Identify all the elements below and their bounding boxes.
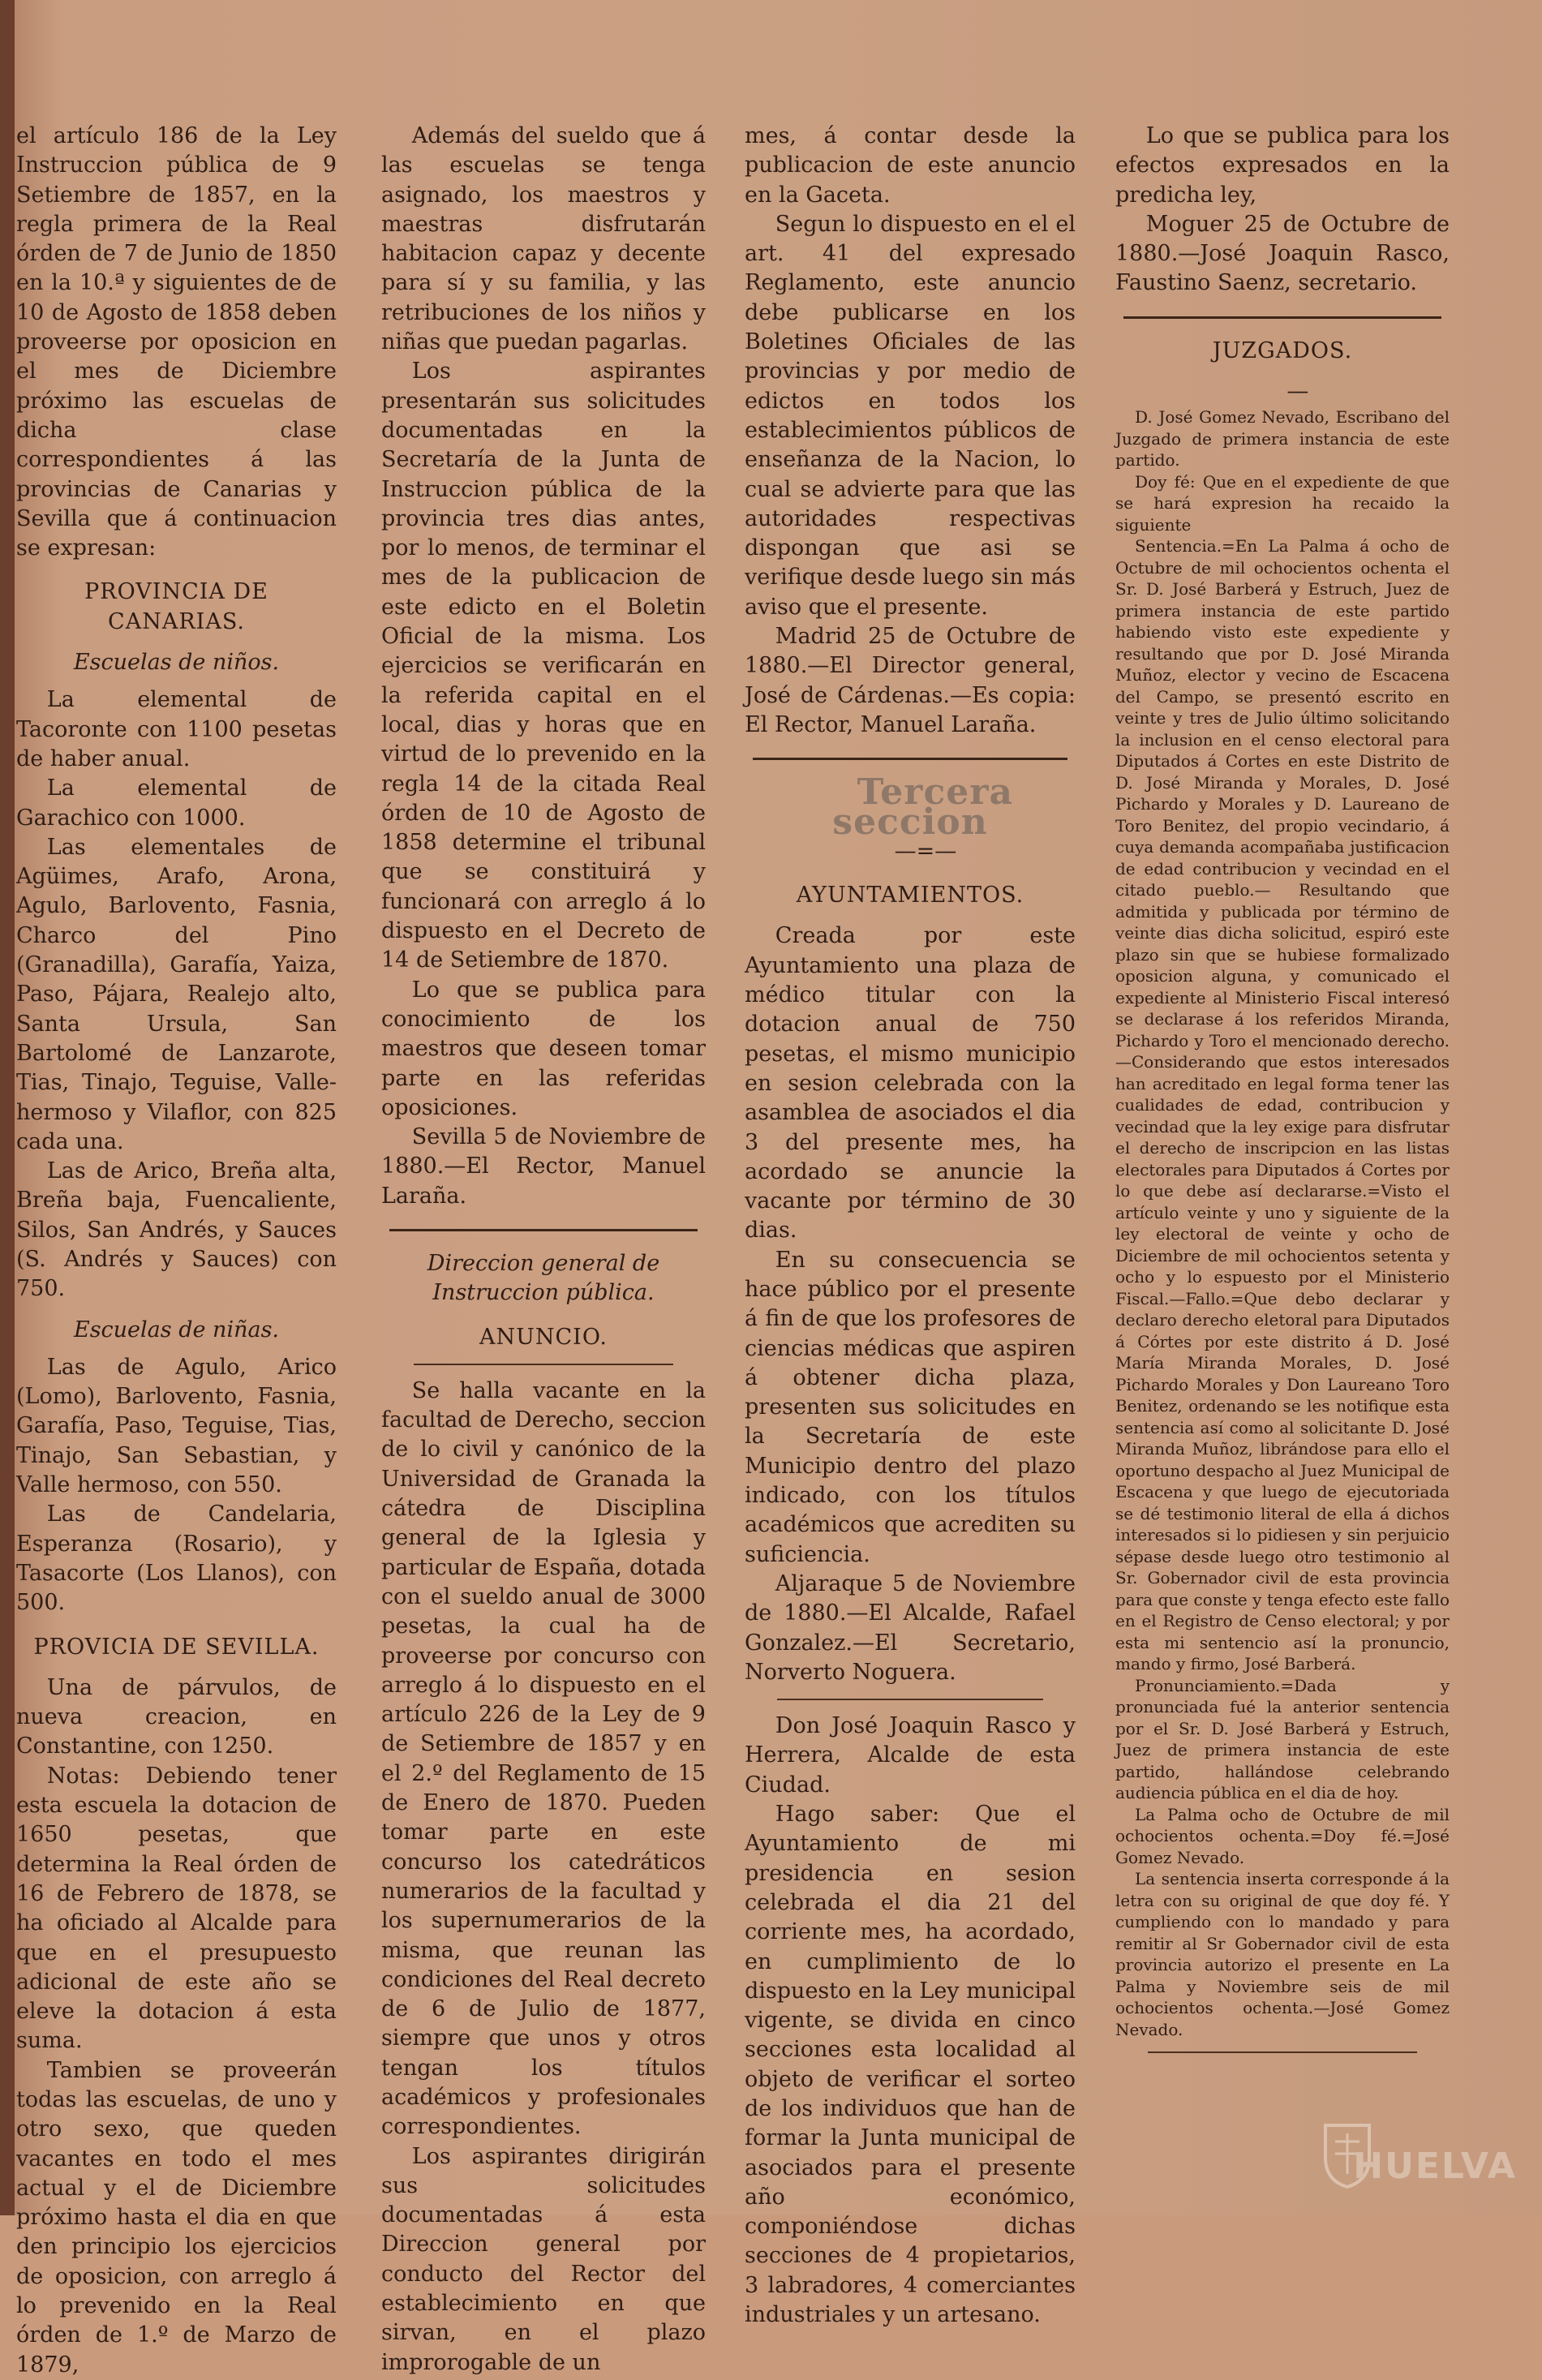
paragraph: La elemental de Garachico con 1000.	[16, 775, 337, 831]
ornament-dash: —	[1286, 379, 1309, 405]
paragraph: Lo que se publica para conocimiento de los maestros que deseen tomar parte en las referidas oposiciones.	[381, 977, 706, 1120]
paragraph: Hago saber: Que el Ayuntamiento de mi presidencia en sesion celebrada el dia 21 del corriente mes, ha acordado, en cumplimiento de lo dispuesto en la Ley municipal vigente, se divida en cinco secciones esta localidad al objeto de verificar el sorteo de los individuos que han de formar la Junta municipal de asociados para el presente año económico, componiéndose dichas secciones de 4 propietarios, 3 labradores, 4 comerciantes industriales y un artesano.	[745, 1802, 1076, 2328]
paragraph: La Palma ocho de Octubre de mil ochocientos ochenta.=Doy fé.=José Gomez Nevado.	[1115, 1804, 1450, 1867]
paragraph: Una de párvulos, de nueva creacion, en Constantine, con 1250.	[16, 1674, 337, 1759]
subheading: Escuelas de niños.	[73, 650, 280, 676]
paragraph: Don José Joaquin Rasco y Herrera, Alcalde de esta Ciudad.	[745, 1713, 1076, 1798]
paragraph: La elemental de Tacoronte con 1100 pesetas de haber anual.	[16, 687, 337, 771]
paragraph: Las de Arico, Breña alta, Breña baja, Fuencaliente, Silos, San Andrés, y Sauces (S. Andrés y Sauces) con 750.	[16, 1158, 337, 1302]
paragraph: Los aspirantes presentarán sus solicitudes documentadas en la Secretaría de la Junta de Instruccion pública de la provincia tres dias antes, por lo menos, de terminar el mes de la publicacion de este edicto en el Boletin Oficial de la misma. Los ejercicios se verificarán en la referida capital en el local, dias y horas que en virtud de lo prevenido en la regla 14 de la citada Real órden de 10 de Agosto de 1858 determine el tribunal que se constituirá y funcionará con arreglo á lo dispuesto en el Decreto de 14 de Setiembre de 1870.	[381, 359, 706, 973]
end-divider	[1148, 2051, 1417, 2053]
column-1	[16, 122, 337, 2380]
paragraph: Notas: Debiendo tener esta escuela la dotacion de 1650 pesetas, que determina la Real órden de 16 de Febrero de 1878, se ha oficiado al Alcalde para que en el presupuesto adicional de este año se eleve la dotacion á esta suma.	[16, 1763, 337, 2054]
section-heading: PROVINCIA DE CANARIAS.	[84, 579, 268, 634]
section-divider	[389, 1229, 698, 1231]
paragraph: Lo que se publica para los efectos expresados en la predicha ley,	[1115, 123, 1450, 208]
paragraph: Las de Agulo, Arico (Lomo), Barlovento, Fasnia, Garafía, Paso, Teguise, Tias, Tinajo, San Sebastian, y Valle hermoso, con 550.	[16, 1354, 337, 1498]
section-heading: Direccion general de Instruccion pública.	[427, 1250, 660, 1306]
paragraph: D. José Gomez Nevado, Escribano del Juzgado de primera instancia de este partido.	[1115, 407, 1450, 470]
subheading: Escuelas de niñas.	[73, 1317, 280, 1343]
paragraph: Tambien se proveerán todas las escuelas, de uno y otro sexo, que queden vacantes en todo el mes actual y el de Diciembre próximo hasta el dia en que den principio los ejercicios de oposicion, con arreglo á lo prevenido en la Real órden de 1.º de Marzo de 1879,	[16, 2057, 337, 2378]
section-heading: AYUNTAMIENTOS.	[796, 883, 1024, 909]
paragraph: Pronunciamiento.=Dada y pronunciada fué la anterior sentencia por el Sr. D. José Barberá y Estruch, Juez de primera instancia de este partido, hallándose celebrando audiencia pública en el dia de hoy.	[1115, 1675, 1450, 1803]
paragraph: mes, á contar desde la publicacion de este anuncio en la Gaceta.	[745, 123, 1076, 208]
column-4	[1115, 122, 1450, 2064]
signature-line: Madrid 25 de Octubre de 1880.—El Director general, José de Cárdenas.—Es copia: El Rector, Manuel Laraña.	[745, 624, 1076, 737]
section-divider	[753, 758, 1067, 760]
watermark-text: HUELVA	[1353, 2146, 1517, 2187]
section-divider	[1123, 316, 1441, 319]
paragraph: En su consecuencia se hace público por el presente á fin de que los profesores de ciencias médicas que aspiren á obtener dicha plaza, presenten sus solicitudes en la Secretaría de este Municipio dentro del plazo indicado, con los títulos académicos que acrediten su suficiencia.	[745, 1247, 1076, 1567]
signature-line: Sevilla 5 de Noviembre de 1880.—El Rector, Manuel Laraña.	[381, 1124, 706, 1209]
paragraph: Segun lo dispuesto en el el art. 41 del expresado Reglamento, este anuncio debe publicarse en los Boletines Oficiales de las provincias y por medio de edictos en todos los establecimientos públicos de enseñanza de la Nacion, lo cual se advierte para que las autoridades respectivas dispongan que asi se verifique desde luego sin más aviso que el presente.	[745, 211, 1076, 620]
signature-line: Moguer 25 de Octubre de 1880.—José Joaquin Rasco, Faustino Saenz, secretario.	[1115, 211, 1450, 296]
paragraph: Las elementales de Agüimes, Arafo, Arona, Agulo, Barlovento, Fasnia, Charco del Pino (Granadilla), Garafía, Yaiza, Paso, Pájara, Realejo alto, Santa Ursula, San Bartolomé de Lanzarote, Tias, Tinajo, Teguise, Valle-hermoso y Vilaflor, con 825 cada una.	[16, 834, 337, 1154]
paragraph: Los aspirantes dirigirán sus solicitudes documentadas á esta Direccion general por conducto del Rector del establecimiento en que sirvan, en el plazo improrogable de un	[381, 2143, 706, 2375]
column-2	[381, 122, 706, 2378]
announcement-heading: ANUNCIO.	[479, 1324, 608, 1350]
column-3	[745, 122, 1076, 2330]
ornament-dash: —=—	[894, 838, 957, 864]
section-title: Tercera seccion	[832, 771, 1013, 843]
court-notice	[1115, 406, 1450, 2040]
paragraph: Creada por este Ayuntamiento una plaza de médico titular con la dotacion anual de 750 pesetas, el mismo municipio en sesion celebrada con la asamblea de asociados el dia 3 del presente mes, ha acordado se anuncie la vacante por término de 30 dias.	[745, 923, 1076, 1244]
page-binding-edge	[0, 0, 15, 2215]
paragraph: La sentencia inserta corresponde á la letra con su original de que doy fé. Y cumpliendo con lo mandado y para remitir al Sr Gobernador civil de esta provincia autorizo el presente en La Palma y Noviembre seis de mil ochocientos ochenta.—José Gomez Nevado.	[1115, 1869, 1450, 2039]
paragraph: Doy fé: Que en el expediente de que se hará expresion ha recaido la siguiente	[1115, 471, 1450, 535]
paragraph: Se halla vacante en la facultad de Derecho, seccion de lo civil y canónico de la Universidad de Granada la cátedra de Disciplina general de la Iglesia y particular de España, dotada con el sueldo anual de 3000 pesetas, la cual ha de proveerse por concurso con arreglo á lo dispuesto en el artículo 226 de la Ley de 9 de Setiembre de 1857 y en el 2.º del Reglamento de 15 de Enero de 1870. Pueden tomar parte en este concurso los catedráticos numerarios de la facultad y los supernumerarios de la misma, que reunan las condiciones del Real decreto de 6 de Julio de 1877, siempre que unos y otros tengan los títulos académicos y profesionales correspondientes.	[381, 1377, 706, 2140]
paragraph: el artículo 186 de la Ley Instruccion pública de 9 Setiembre de 1857, en la regla primera de la Real órden de 7 de Junio de 1850 en la 10.ª y siguientes de de 10 de Agosto de 1858 deben proveerse por oposicion en el mes de Diciembre próximo las escuelas de dicha clase correspondientes á las provincias de Canarias y Sevilla que á continuacion se expresan:	[16, 123, 337, 561]
signature-line: Aljaraque 5 de Noviembre de 1880.—El Alcalde, Rafael Gonzalez.—El Secretario, Norverto Noguera.	[745, 1570, 1076, 1685]
section-heading: JUZGADOS.	[1212, 337, 1353, 363]
paragraph: Las de Candelaria, Esperanza (Rosario), y Tasacorte (Los Llanos), con 500.	[16, 1501, 337, 1616]
paragraph: Además del sueldo que á las escuelas se tenga asignado, los maestros y maestras disfrutarán habitacion capaz y decente para sí y su familia, y las retribuciones de los niños y niñas que puedan pagarlas.	[381, 123, 706, 355]
notice-divider	[777, 1699, 1043, 1700]
heading-divider	[414, 1364, 673, 1365]
archive-watermark	[1314, 2109, 1525, 2198]
paragraph: Sentencia.=En La Palma á ocho de Octubre de mil ochocientos ochenta el Sr. D. José Barberá y Estruch, Juez de primera instancia de este partido habiendo visto este expediente y resultando que por D. José Miranda Muñoz, elector y vecino de Escacena del Campo, se presentó escrito en veinte y tres de Julio último solicitando la inclusion en el censo electoral para Diputados á Cortes en este Distrito de D. José Miranda y Morales, D. José Pichardo y Morales y D. Laureano de Toro Benitez, del propio vecindario, á cuya demanda acompañaba justificacion de edad contribucion y vecindad en el citado pueblo.— Resultando que admitida y publicada por término de veinte dias dicha solicitud, espiró este plazo sin que se hubiese formalizado oposicion alguna, y comunicado el expediente al Ministerio Fiscal interesó se declarase á los referidos Miranda, Pichardo y Toro el mencionado derecho.—Considerando que estos interesados han acreditado en legal forma tener las cualidades de edad, contribucion y vecindad que la ley exige para disfrutar el derecho de inscripcion en las listas electorales para Diputados á Cortes por lo que debe así declararse.=Visto el artículo veinte y uno y siguiente de la ley electoral de veinte y ocho de Diciembre de mil ochocientos setenta y ocho y lo espuesto por el Ministerio Fiscal.—Fallo.=Que debo declarar y declaro derecho eletoral para Diputados á Córtes por este distrito á D. José María Miranda Morales, D. José Pichardo Morales y Don Laureano Toro Benitez, ordenando se les notifique esta sentencia así como al solicitante D. José Miranda Muñoz, librándose para ello el oportuno despacho al Juez Municipal de Escacena y que luego de ejecutoriada se dé testimonio literal de ella á dichos interesados si lo pidiesen y sin perjuicio sépase desde luego otro testimonio al Sr. Gobernador civil de esta provincia para que conste y tenga efecto este fallo en el Registro de Censo electoral; y por esta mi sentencio así la pronuncio, mando y firmo, José Barberá.	[1115, 536, 1450, 1674]
section-heading: PROVICIA DE SEVILLA.	[33, 1634, 320, 1660]
